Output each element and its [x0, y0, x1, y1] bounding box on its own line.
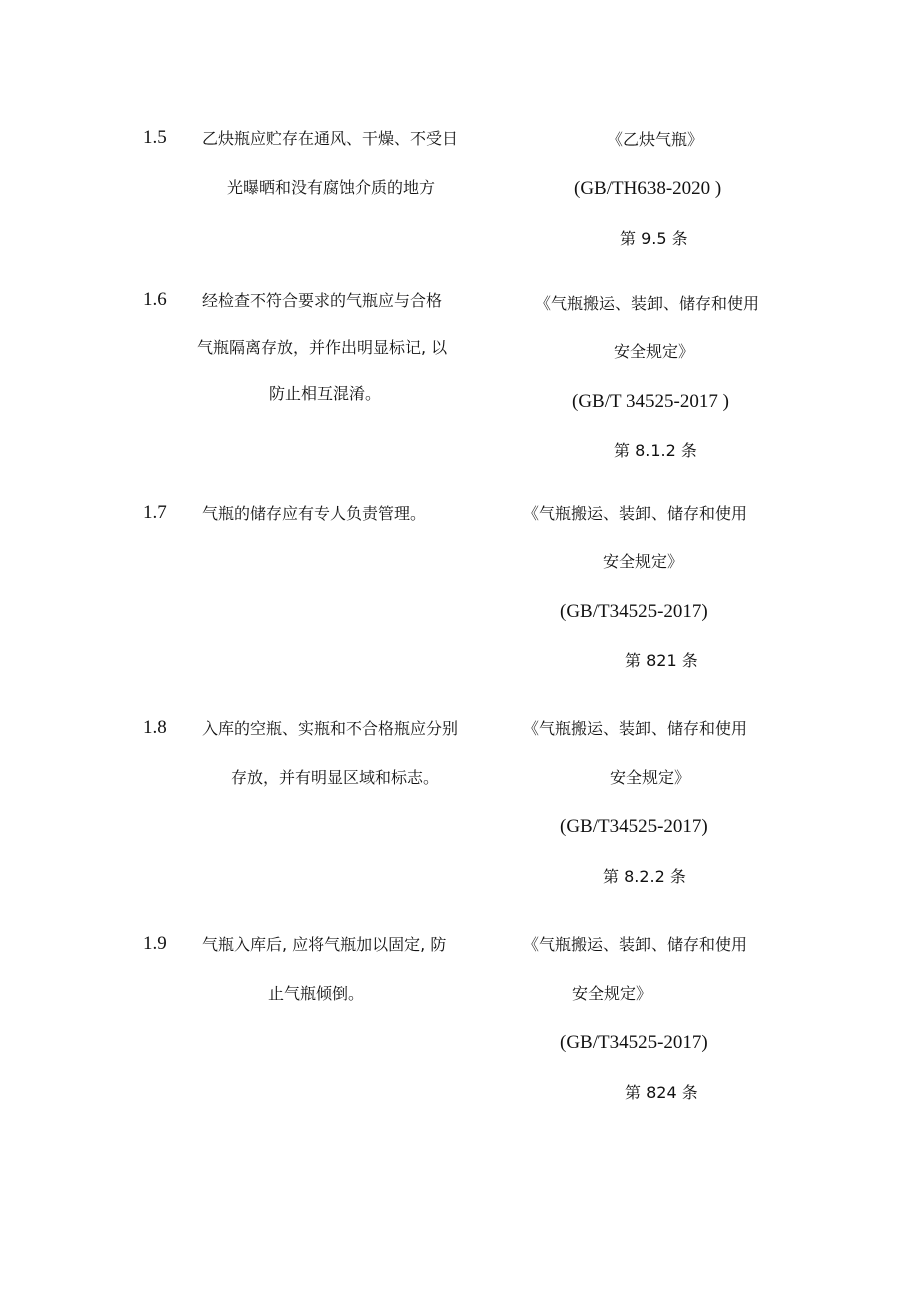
reference-title: 《乙炔气瓶》 — [607, 130, 704, 149]
item-number: 1.8 — [143, 717, 167, 738]
reference-standard: (GB/T34525-2017) — [560, 1032, 708, 1053]
requirement-line: 气瓶隔离存放，并作出明显标记, 以 — [197, 338, 448, 357]
reference-title: 安全规定》 — [610, 768, 691, 787]
reference-title: 《气瓶搬运、装卸、储存和使用 — [523, 935, 748, 954]
reference-title: 安全规定》 — [572, 984, 653, 1003]
reference-title: 安全规定》 — [603, 552, 684, 571]
reference-standard: (GB/T 34525-2017 ) — [572, 391, 729, 412]
item-number: 1.9 — [143, 933, 167, 954]
requirement-line: 存放，并有明显区域和标志。 — [231, 768, 440, 787]
reference-standard: (GB/TH638-2020 ) — [574, 178, 722, 199]
reference-title: 《气瓶搬运、装卸、储存和使用 — [523, 719, 748, 738]
reference-clause: 第 821 条 — [625, 651, 698, 670]
item-number: 1.7 — [143, 502, 167, 523]
reference-title: 安全规定》 — [614, 342, 695, 361]
reference-clause: 第 824 条 — [625, 1083, 698, 1102]
requirement-line: 气瓶入库后, 应将气瓶加以固定, 防 — [202, 935, 447, 954]
requirement-line: 经检查不符合要求的气瓶应与合格 — [202, 291, 443, 310]
item-number: 1.6 — [143, 289, 167, 310]
item-number: 1.5 — [143, 127, 167, 148]
reference-title: 《气瓶搬运、装卸、储存和使用 — [523, 504, 748, 523]
reference-clause: 第 8.2.2 条 — [603, 867, 686, 886]
reference-title: 《气瓶搬运、装卸、储存和使用 — [535, 294, 760, 313]
reference-standard: (GB/T34525-2017) — [560, 601, 708, 622]
reference-clause: 第 9.5 条 — [620, 229, 688, 248]
reference-clause: 第 8.1.2 条 — [614, 441, 697, 460]
requirement-line: 止气瓶倾倒。 — [268, 984, 365, 1003]
requirement-line: 入库的空瓶、实瓶和不合格瓶应分别 — [202, 719, 459, 738]
requirement-line: 气瓶的储存应有专人负责管理。 — [202, 504, 427, 523]
requirement-line: 乙炔瓶应贮存在通风、干燥、不受日 — [202, 129, 459, 148]
reference-standard: (GB/T34525-2017) — [560, 816, 708, 837]
requirement-line: 防止相互混淆。 — [269, 384, 382, 403]
requirement-line: 光曝晒和没有腐蚀介质的地方 — [227, 178, 436, 197]
